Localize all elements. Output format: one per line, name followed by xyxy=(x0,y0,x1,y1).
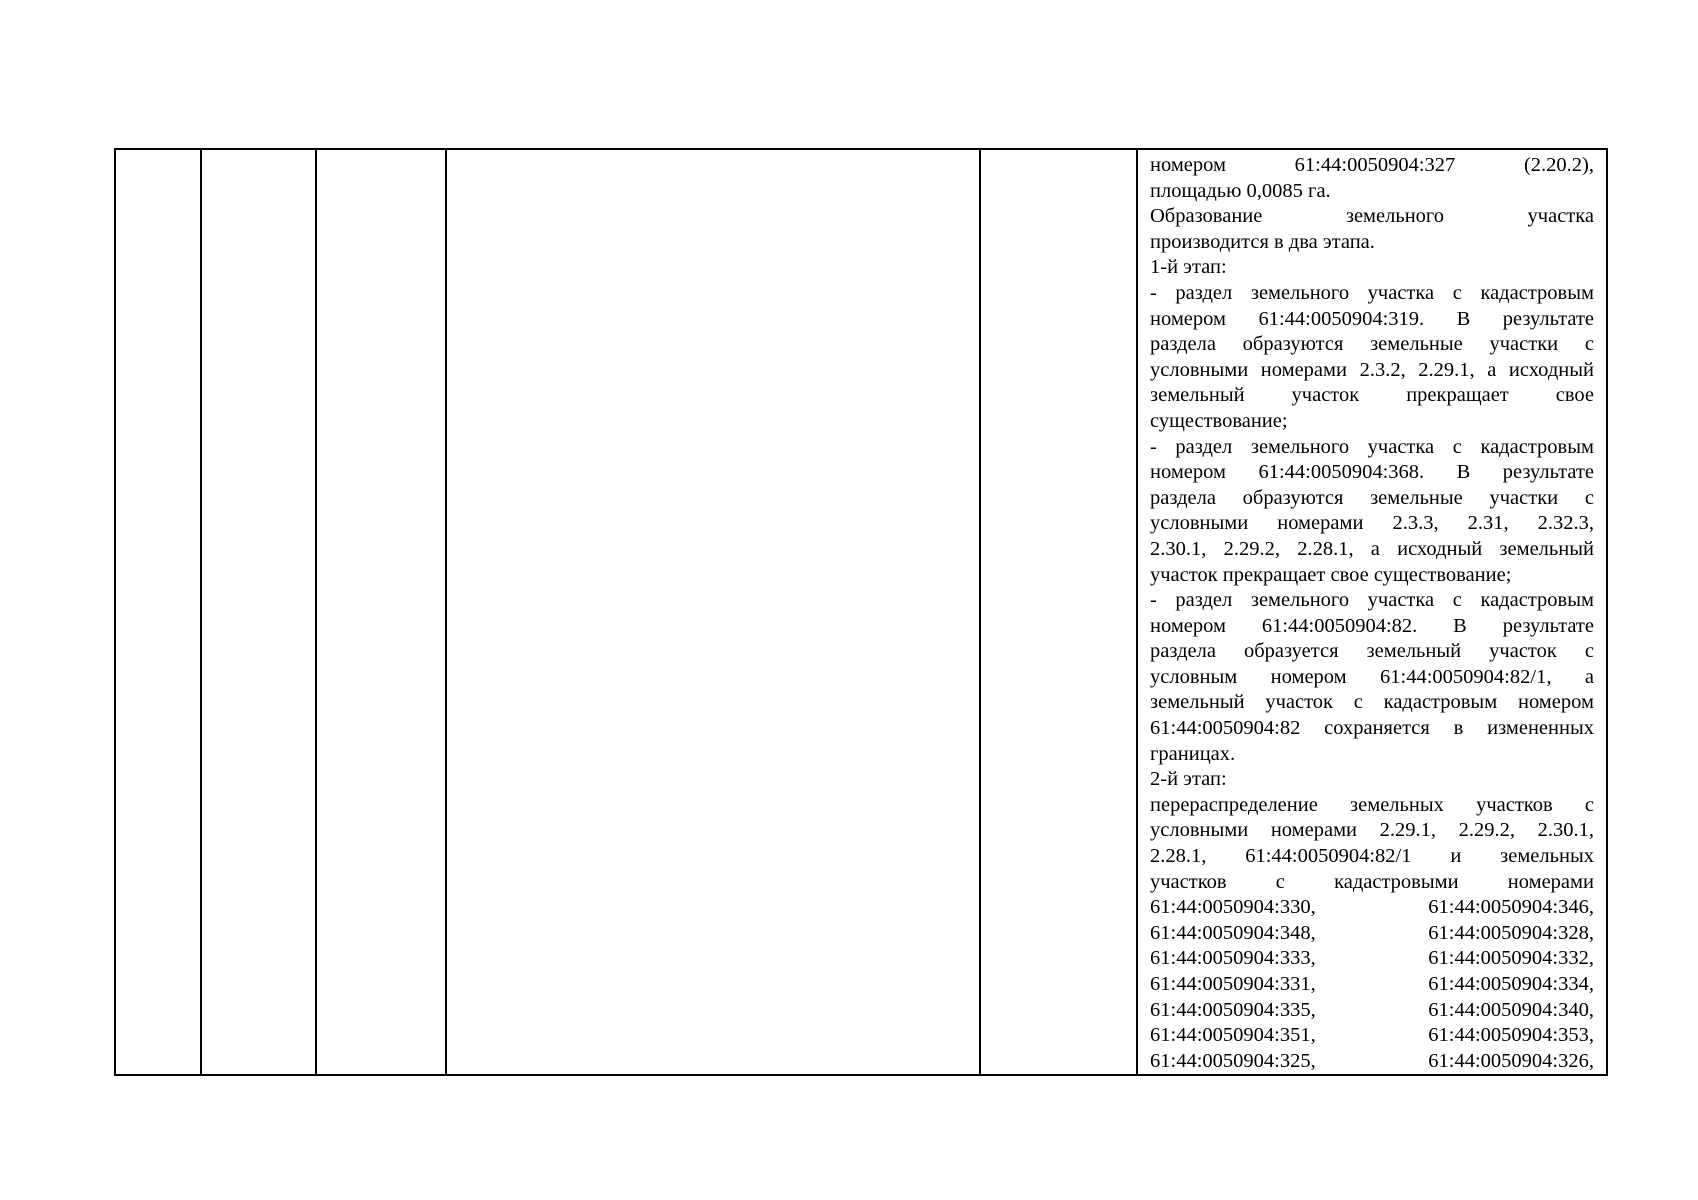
text-word: номерами xyxy=(1260,358,1347,381)
text-line: 1-й этап: xyxy=(1150,256,1227,279)
text-word: образуются xyxy=(1242,333,1344,356)
text-word: с xyxy=(1275,870,1285,893)
table-cell-col-4 xyxy=(446,149,980,1075)
text-line xyxy=(1150,537,1594,563)
text-line xyxy=(1150,998,1594,1024)
text-word: раздела xyxy=(1150,486,1216,509)
text-word: участка xyxy=(1367,435,1435,458)
text-word: 61:44:0050904:333, xyxy=(1150,947,1316,970)
text-word: 61:44:0050904:334, xyxy=(1428,973,1594,995)
text-line xyxy=(1150,1049,1594,1075)
text-line xyxy=(1150,946,1594,972)
text-word: земельного xyxy=(1250,589,1350,612)
text-word: с xyxy=(1584,640,1594,663)
text-word: а xyxy=(1370,537,1380,560)
text-word: 61:44:0050904:82/1 xyxy=(1245,845,1412,868)
text-word: В xyxy=(1453,614,1467,637)
text-line xyxy=(1150,281,1594,307)
table-cell-col-1 xyxy=(115,149,201,1075)
text-line xyxy=(1150,383,1594,409)
text-word: земельные xyxy=(1370,333,1463,356)
text-word: 2.28.1, xyxy=(1297,537,1354,560)
text-word: измененных xyxy=(1487,717,1594,740)
text-line: площадью 0,0085 га. xyxy=(1150,179,1331,202)
text-word: 2.29.2, xyxy=(1458,819,1515,842)
text-word: образуется xyxy=(1243,640,1339,663)
text-word: с xyxy=(1452,589,1462,612)
text-word: 61:44:0050904:82. xyxy=(1261,614,1418,637)
text-word: участки xyxy=(1489,333,1559,356)
table-cell-col-2 xyxy=(201,149,316,1075)
text-word: 61:44:0050904:325, xyxy=(1150,1049,1316,1072)
text-word: кадастровыми xyxy=(1334,870,1459,893)
text-word: 2.3.3, xyxy=(1392,512,1439,535)
text-word: 61:44:0050904:340, xyxy=(1428,998,1594,1021)
text-word: кадастровым xyxy=(1383,691,1498,714)
text-word: а xyxy=(1487,358,1497,381)
text-line xyxy=(1150,690,1594,716)
text-word: результате xyxy=(1502,461,1594,484)
text-word: участок xyxy=(1489,640,1557,663)
text-word: В xyxy=(1456,461,1471,484)
text-word: в xyxy=(1453,717,1464,740)
text-word: раздел xyxy=(1175,281,1233,304)
text-word: 61:44:0050904:331, xyxy=(1150,973,1316,995)
text-word: с xyxy=(1452,435,1462,458)
text-word: 61:44:0050904:82/1, xyxy=(1380,665,1552,688)
text-word: прекращает xyxy=(1406,384,1509,407)
text-word: номером xyxy=(1150,614,1226,637)
text-word: номером xyxy=(1150,307,1226,330)
text-word: земельный xyxy=(1150,384,1245,407)
text-word: условными xyxy=(1150,358,1249,381)
text-line: существование; xyxy=(1150,409,1288,432)
text-word: участки xyxy=(1489,486,1559,509)
land-plots-table xyxy=(114,148,1608,1076)
text-word: результате xyxy=(1502,307,1594,330)
text-word: с xyxy=(1584,486,1594,509)
text-word: 61:44:0050904:326, xyxy=(1428,1049,1594,1072)
text-word: земельный xyxy=(1499,537,1594,560)
text-word: номером xyxy=(1270,665,1347,688)
text-word: 61:44:0050904:332, xyxy=(1428,947,1594,970)
text-word: земельные xyxy=(1370,486,1463,509)
text-word: кадастровым xyxy=(1480,281,1594,304)
text-word: с xyxy=(1353,691,1363,714)
text-line xyxy=(1150,844,1594,870)
text-line: 2-й этап: xyxy=(1150,768,1227,791)
text-word: раздела xyxy=(1150,640,1216,663)
text-word: участков xyxy=(1150,870,1227,893)
table-cell-description xyxy=(1137,149,1607,1075)
text-line xyxy=(1150,665,1594,691)
text-word: 2.29.2, xyxy=(1223,537,1280,560)
text-word: 2.31, xyxy=(1467,512,1509,535)
table-row xyxy=(115,149,1607,1075)
text-word: номерами xyxy=(1277,512,1364,535)
text-line xyxy=(1150,870,1594,896)
text-word: земельный xyxy=(1366,640,1462,663)
text-word: участок xyxy=(1291,384,1360,407)
text-line xyxy=(1150,460,1594,486)
text-word: номером xyxy=(1517,691,1594,714)
text-line xyxy=(1150,639,1594,665)
text-word: номерами xyxy=(1507,870,1594,893)
text-line: участок прекращает свое существование; xyxy=(1150,563,1512,586)
text-line xyxy=(1150,818,1594,844)
text-word: а xyxy=(1584,665,1594,688)
text-word: раздел xyxy=(1175,589,1233,612)
text-line xyxy=(1150,614,1594,640)
text-word: 2.3.2, xyxy=(1359,358,1406,381)
text-word: 2.28.1, xyxy=(1150,845,1207,868)
text-word: 61:44:0050904:368. xyxy=(1258,461,1425,484)
text-line: производится в два этапа. xyxy=(1150,230,1375,253)
text-word: условным xyxy=(1150,665,1238,688)
text-word: участка xyxy=(1527,205,1594,228)
text-word: условными xyxy=(1150,819,1249,842)
text-word: участка xyxy=(1367,281,1435,304)
text-word: раздел xyxy=(1175,435,1233,458)
text-word: участка xyxy=(1367,589,1435,612)
text-word: свое xyxy=(1555,384,1594,407)
table-cell-col-5 xyxy=(980,149,1137,1075)
text-line xyxy=(1150,716,1594,742)
text-line xyxy=(1150,435,1594,461)
text-word: 61:44:0050904:348, xyxy=(1150,921,1316,944)
text-word: участок xyxy=(1265,691,1333,714)
text-word: раздела xyxy=(1150,333,1216,356)
text-word: Образование xyxy=(1150,205,1263,228)
text-word: образуются xyxy=(1242,486,1344,509)
text-line xyxy=(1150,332,1594,358)
text-line xyxy=(1150,153,1594,179)
text-word: 61:44:0050904:330, xyxy=(1150,896,1316,919)
table-cell-col-3 xyxy=(316,149,446,1075)
text-word: исходный xyxy=(1397,537,1483,560)
text-word: - xyxy=(1150,589,1157,612)
text-word: 61:44:0050904:328, xyxy=(1428,921,1594,944)
text-line xyxy=(1150,204,1594,230)
text-word: перераспределение xyxy=(1150,793,1318,816)
text-word: номером xyxy=(1150,461,1226,484)
text-word: исходный xyxy=(1508,358,1594,381)
text-word: 61:44:0050904:319. xyxy=(1258,307,1425,330)
text-word: - xyxy=(1150,435,1157,458)
text-word: земельный xyxy=(1150,691,1245,714)
text-word: с xyxy=(1452,281,1462,304)
text-word: условными xyxy=(1150,512,1249,535)
text-word: номером xyxy=(1150,154,1226,176)
text-word: 61:44:0050904:353, xyxy=(1428,1024,1594,1047)
text-line xyxy=(1150,511,1594,537)
text-word: - xyxy=(1150,281,1157,304)
text-word: земельного xyxy=(1250,281,1350,304)
text-word: 61:44:0050904:351, xyxy=(1150,1024,1316,1047)
text-word: земельных xyxy=(1350,793,1444,816)
text-word: В xyxy=(1456,307,1471,330)
text-word: земельного xyxy=(1250,435,1350,458)
text-word: участков xyxy=(1476,793,1553,816)
text-line xyxy=(1150,1023,1594,1049)
text-line: границах. xyxy=(1150,742,1236,765)
text-line xyxy=(1150,307,1594,333)
text-word: 2.30.1, xyxy=(1150,537,1207,560)
text-line xyxy=(1150,921,1594,947)
text-line xyxy=(1150,588,1594,614)
text-word: сохраняется xyxy=(1324,717,1430,740)
text-word: 61:44:0050904:346, xyxy=(1428,896,1594,919)
text-word: с xyxy=(1584,793,1594,816)
text-word: номерами xyxy=(1270,819,1358,842)
text-word: 61:44:0050904:327 xyxy=(1294,154,1456,176)
description-text xyxy=(1150,153,1594,1074)
text-word: 61:44:0050904:335, xyxy=(1150,998,1316,1021)
text-word: результате xyxy=(1502,614,1594,637)
text-word: с xyxy=(1584,333,1594,356)
text-word: 2.32.3, xyxy=(1537,512,1594,535)
text-word: кадастровым xyxy=(1480,435,1594,458)
text-line xyxy=(1150,793,1594,819)
text-line xyxy=(1150,358,1594,384)
text-word: 2.30.1, xyxy=(1537,819,1594,842)
text-word: (2.20.2), xyxy=(1523,154,1594,176)
text-word: 61:44:0050904:82 xyxy=(1150,717,1301,740)
text-word: и xyxy=(1450,845,1462,868)
text-word: кадастровым xyxy=(1480,589,1594,612)
text-line xyxy=(1150,972,1594,998)
text-word: 2.29.1, xyxy=(1379,819,1436,842)
text-word: земельного xyxy=(1345,205,1445,228)
text-word: 2.29.1, xyxy=(1418,358,1475,381)
text-line xyxy=(1150,486,1594,512)
text-word: земельных xyxy=(1500,845,1594,868)
text-line xyxy=(1150,895,1594,921)
